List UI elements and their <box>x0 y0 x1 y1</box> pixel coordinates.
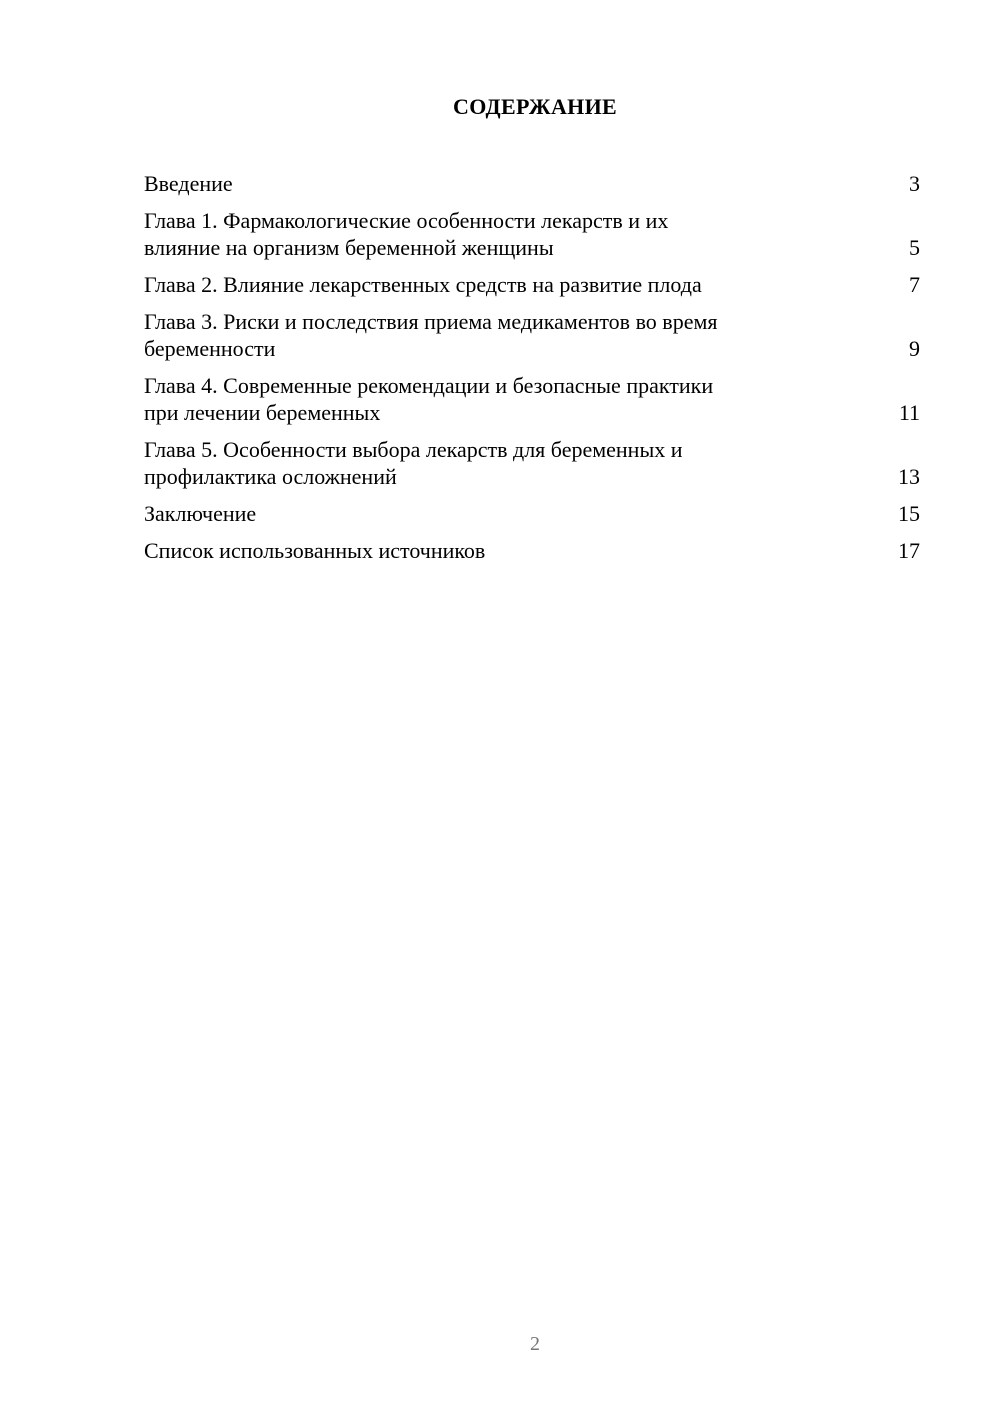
toc-entry-text-line: Глава 3. Риски и последствия приема медикаментов во время <box>144 309 718 334</box>
toc-entry-chapter-1 <box>144 207 920 261</box>
toc-entry-text-line: при лечении беременных <box>144 400 381 425</box>
toc-entry-text-line: профилактика осложнений <box>144 464 397 489</box>
toc-entry-text-line: беременности <box>144 336 276 361</box>
toc-entry-text-line: Глава 4. Современные рекомендации и безопасные практики <box>144 373 714 398</box>
toc-entry-text-line: Введение <box>144 171 233 196</box>
toc-page-number: 3 <box>909 171 920 196</box>
toc-entry-text-line: влияние на организм беременной женщины <box>144 235 554 260</box>
toc-entry-chapter-4 <box>144 372 920 426</box>
toc-entry-text-line: Глава 5. Особенности выбора лекарств для беременных и <box>144 437 683 462</box>
page-number-footer: 2 <box>530 1333 540 1355</box>
toc-entry-text-line: Глава 2. Влияние лекарственных средств на развитие плода <box>144 272 702 297</box>
toc-page-number: 17 <box>898 538 920 563</box>
toc-entry-text-line: Список использованных источников <box>144 538 486 563</box>
toc-page-number: 5 <box>909 235 920 260</box>
toc-entry-chapter-5 <box>144 436 920 490</box>
toc-title: СОДЕРЖАНИЕ <box>453 94 617 119</box>
toc-entry-chapter-3 <box>144 308 920 362</box>
toc-page-number: 11 <box>898 400 920 425</box>
toc-list <box>144 170 920 574</box>
toc-page-number: 15 <box>898 501 920 526</box>
toc-entry-text-line: Глава 1. Фармакологические особенности лекарств и их <box>144 208 669 233</box>
toc-page-number: 9 <box>909 336 920 361</box>
toc-entry-introduction <box>144 170 920 197</box>
toc-entry-chapter-2 <box>144 271 920 298</box>
toc-page-number: 7 <box>909 272 920 297</box>
toc-entry-conclusion <box>144 500 920 527</box>
toc-page-number: 13 <box>898 464 920 489</box>
toc-entry-references <box>144 537 920 564</box>
toc-entry-text-line: Заключение <box>144 501 257 526</box>
